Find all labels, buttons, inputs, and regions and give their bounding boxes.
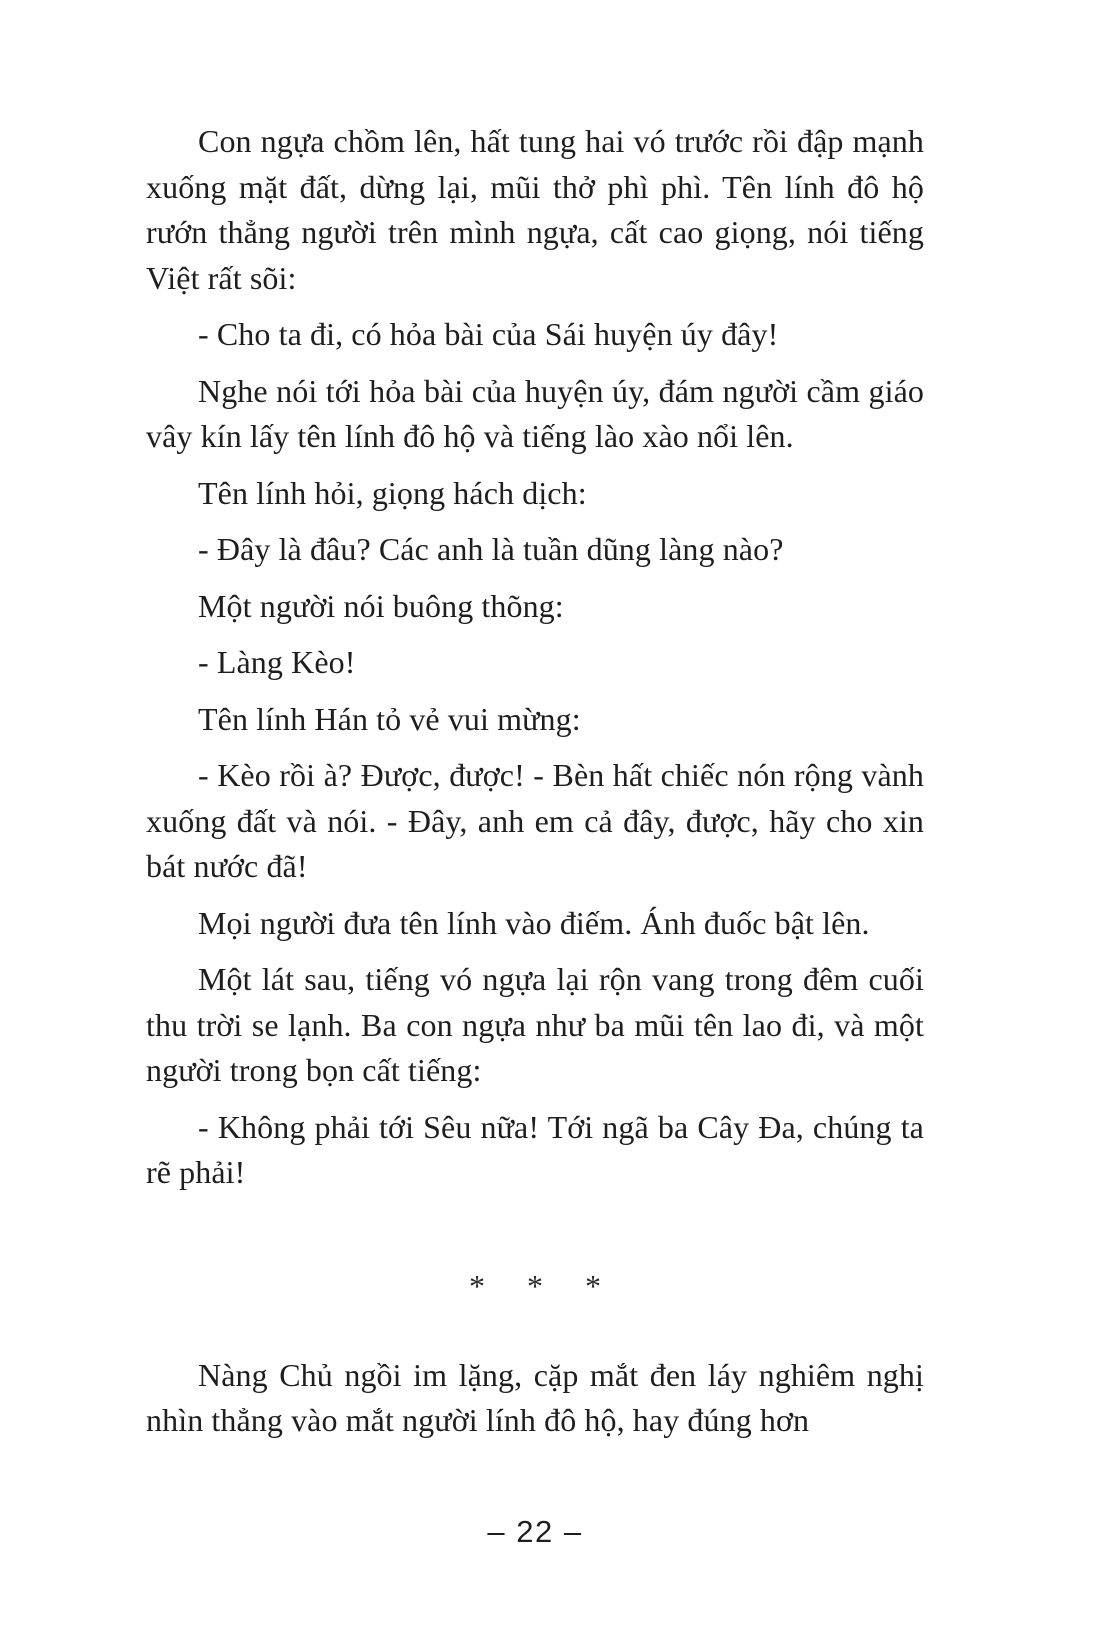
section-separator: * * * — [469, 1267, 601, 1304]
paragraph: Một người nói buông thõng: — [198, 587, 564, 624]
paragraph: Con ngựa chồm lên, hất tung hai vó trước rồi đập mạnh xuống mặt đất, dừng lại, mũi thở phì phì. Tên lính đô hộ rướn thẳng người trên mình ngựa, cất cao giọng, nói tiếng Việt rất sõi: — [146, 123, 924, 296]
paragraph: Nàng Chủ ngồi im lặng, cặp mắt đen láy nghiêm nghị nhìn thẳng vào mắt người lính đô hộ, hay đúng hơn — [146, 1356, 924, 1438]
page-text-column — [146, 119, 924, 1455]
paragraph: Tên lính hỏi, giọng hách dịch: — [198, 474, 587, 511]
paragraph: Mọi người đưa tên lính vào điếm. Ánh đuốc bật lên. — [198, 904, 870, 941]
paragraph: Nghe nói tới hỏa bài của huyện úy, đám người cầm giáo vây kín lấy tên lính đô hộ và tiếng lào xào nổi lên. — [146, 372, 924, 454]
dialogue-paragraph: - Cho ta đi, có hỏa bài của Sái huyện úy đây! — [198, 316, 779, 352]
paragraph: Tên lính Hán tỏ vẻ vui mừng: — [198, 700, 581, 737]
page-footer — [146, 1514, 924, 1550]
page-number: – 22 – — [487, 1514, 583, 1549]
dialogue-paragraph: - Kèo rồi à? Được, được! - Bèn hất chiếc nón rộng vành xuống đất và nói. - Đây, anh em cả đây, được, hãy cho xin bát nước đã! — [146, 757, 924, 884]
paragraph: Một lát sau, tiếng vó ngựa lại rộn vang trong đêm cuối thu trời se lạnh. Ba con ngựa như ba mũi tên lao đi, và một người trong bọn cất tiếng: — [146, 961, 924, 1088]
dialogue-paragraph: - Không phải tới Sêu nữa! Tới ngã ba Cây Đa, chúng ta rẽ phải! — [146, 1108, 924, 1190]
dialogue-paragraph: - Đây là đâu? Các anh là tuần dũng làng nào? — [198, 531, 784, 567]
dialogue-paragraph: - Làng Kèo! — [198, 644, 356, 680]
